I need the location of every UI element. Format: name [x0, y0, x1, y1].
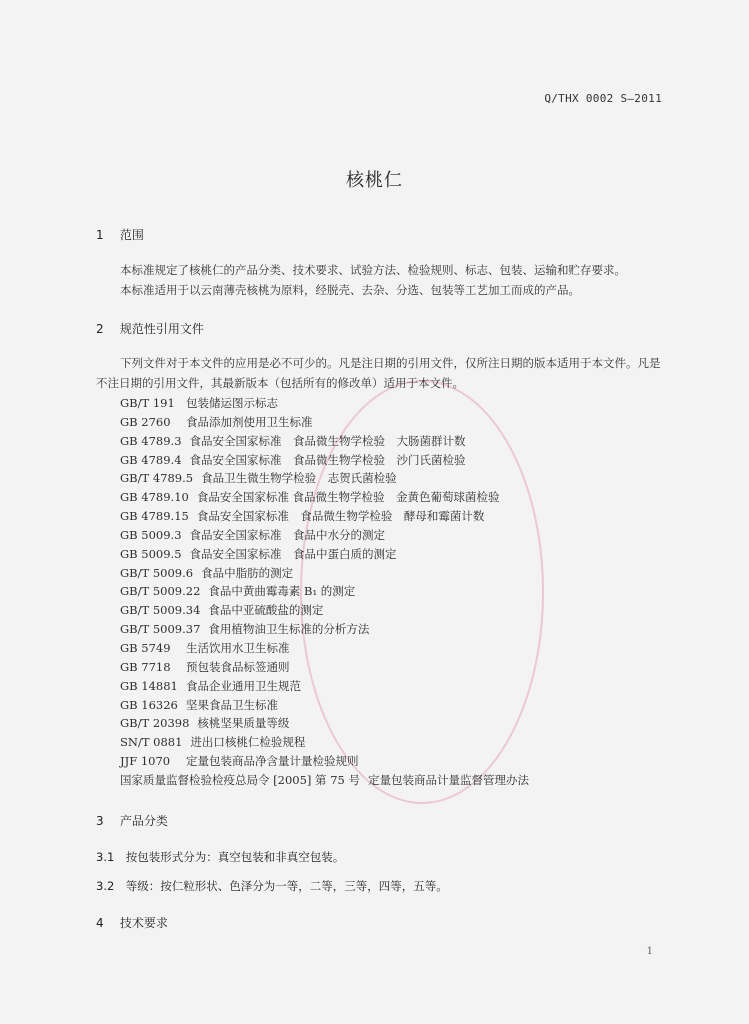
reference-code: GB 5009.3	[120, 527, 182, 542]
section-title: 产品分类	[119, 814, 168, 828]
reference-item	[120, 526, 680, 545]
reference-item	[120, 469, 680, 488]
reference-item	[120, 658, 680, 677]
section-4-heading	[96, 914, 168, 931]
reference-code: GB/T 5009.22	[120, 584, 201, 599]
reference-code: GB 4789.4	[120, 452, 182, 467]
reference-list	[120, 394, 680, 790]
reference-name: 食品添加剂使用卫生标准	[186, 414, 313, 429]
standard-code: Q/THX 0002 S—2011	[544, 92, 662, 105]
clause-3-2: 3.2 等级：按仁粒形状、色泽分为一等，二等，三等，四等，五等。	[96, 879, 448, 893]
reference-item	[120, 582, 680, 601]
reference-item	[120, 714, 680, 733]
reference-name: 食品安全国家标准 食品微生物学检验 大肠菌群计数	[189, 433, 466, 448]
section-title: 范围	[119, 228, 144, 242]
reference-name: 食品安全国家标准 食品中水分的测定	[189, 527, 386, 542]
section-number: 3	[96, 814, 104, 828]
clause-3-1: 3.1 按包装形式分为：真空包装和非真空包装。	[96, 850, 345, 864]
reference-code: GB/T 4789.5	[120, 471, 194, 486]
reference-item	[120, 620, 680, 639]
reference-code: GB/T 5009.6	[120, 565, 194, 580]
reference-code: GB 14881	[120, 678, 178, 693]
reference-code: 国家质量监督检验检疫总局令 [2005] 第 75 号	[120, 772, 360, 787]
scope-paragraph-1: 本标准规定了核桃仁的产品分类、技术要求、试验方法、检验规则、标志、包装、运输和贮存要求。	[120, 263, 626, 277]
reference-name: 食用植物油卫生标准的分析方法	[208, 622, 370, 637]
reference-item	[120, 771, 680, 790]
reference-name: 食品中脂肪的测定	[201, 565, 294, 580]
section-1-heading	[96, 226, 144, 243]
reference-name: 食品安全国家标准 食品中蛋白质的测定	[189, 546, 397, 561]
reference-name: 食品中黄曲霉毒素 B₁ 的测定	[208, 584, 356, 599]
reference-item	[120, 752, 680, 771]
document-title: 核桃仁	[346, 170, 403, 191]
reference-name: 包装储运图示标志	[186, 396, 278, 410]
reference-code: GB/T 191	[120, 396, 175, 410]
reference-code: GB 2760	[120, 414, 171, 429]
reference-code: JJF 1070	[120, 754, 171, 769]
reference-item	[120, 639, 680, 658]
section-number: 4	[96, 916, 104, 930]
reference-name: 预包装食品标签通则	[186, 659, 290, 674]
scope-paragraph-2: 本标准适用于以云南薄壳核桃为原料，经脱壳、去杂、分选、包装等工艺加工而成的产品。	[120, 283, 580, 297]
reference-name: 食品企业通用卫生规范	[186, 678, 301, 693]
reference-item	[120, 413, 680, 432]
reference-item	[120, 432, 680, 451]
reference-code: GB 5749	[120, 640, 171, 655]
reference-code: GB 4789.10	[120, 490, 189, 505]
reference-code: GB 4789.3	[120, 433, 182, 448]
reference-name: 进出口核桃仁检验规程	[190, 735, 306, 750]
reference-code: GB 16326	[120, 697, 178, 712]
reference-item	[120, 677, 680, 696]
reference-item	[120, 488, 680, 507]
reference-item	[120, 601, 680, 620]
section-3-heading	[96, 812, 168, 829]
reference-item	[120, 394, 680, 413]
references-intro: 下列文件对于本文件的应用是必不可少的。凡是注日期的引用文件，仅所注日期的版本适用于本文件。凡是不注日期的引用文件，其最新版本（包括所有的修改单）适用于本文件。	[96, 356, 661, 390]
reference-code: GB/T 5009.34	[120, 603, 201, 618]
reference-item	[120, 696, 680, 715]
reference-name: 食品安全国家标准 食品微生物学检验 酵母和霉菌计数	[196, 509, 485, 524]
reference-item	[120, 545, 680, 564]
reference-code: GB 7718	[120, 659, 171, 674]
section-number: 2	[96, 322, 104, 336]
section-number: 1	[96, 228, 104, 242]
reference-name: 食品安全国家标准 食品微生物学检验 沙门氏菌检验	[189, 452, 466, 467]
reference-code: GB 5009.5	[120, 546, 182, 561]
page-number: 1	[646, 946, 653, 957]
reference-item	[120, 564, 680, 583]
reference-item	[120, 733, 680, 752]
reference-name: 坚果食品卫生标准	[186, 697, 278, 712]
reference-name: 定量包装商品计量监督管理办法	[368, 772, 529, 787]
reference-name: 食品中亚硫酸盐的测定	[208, 603, 324, 618]
section-title: 规范性引用文件	[119, 322, 204, 336]
reference-name: 生活饮用水卫生标准	[186, 640, 290, 655]
reference-code: SN/T 0881	[120, 735, 183, 750]
reference-code: GB/T 5009.37	[120, 622, 201, 637]
section-2-heading	[96, 320, 204, 337]
reference-name: 核桃坚果质量等级	[197, 716, 290, 731]
reference-item	[120, 451, 680, 470]
reference-code: GB/T 20398	[120, 716, 190, 731]
reference-name: 定量包装商品净含量计量检验规则	[186, 754, 359, 769]
reference-name: 食品卫生微生物学检验 志贺氏菌检验	[201, 471, 397, 486]
reference-item	[120, 507, 680, 526]
reference-name: 食品安全国家标准 食品微生物学检验 金黄色葡萄球菌检验	[196, 490, 500, 505]
reference-code: GB 4789.15	[120, 509, 189, 524]
section-title: 技术要求	[119, 916, 168, 930]
